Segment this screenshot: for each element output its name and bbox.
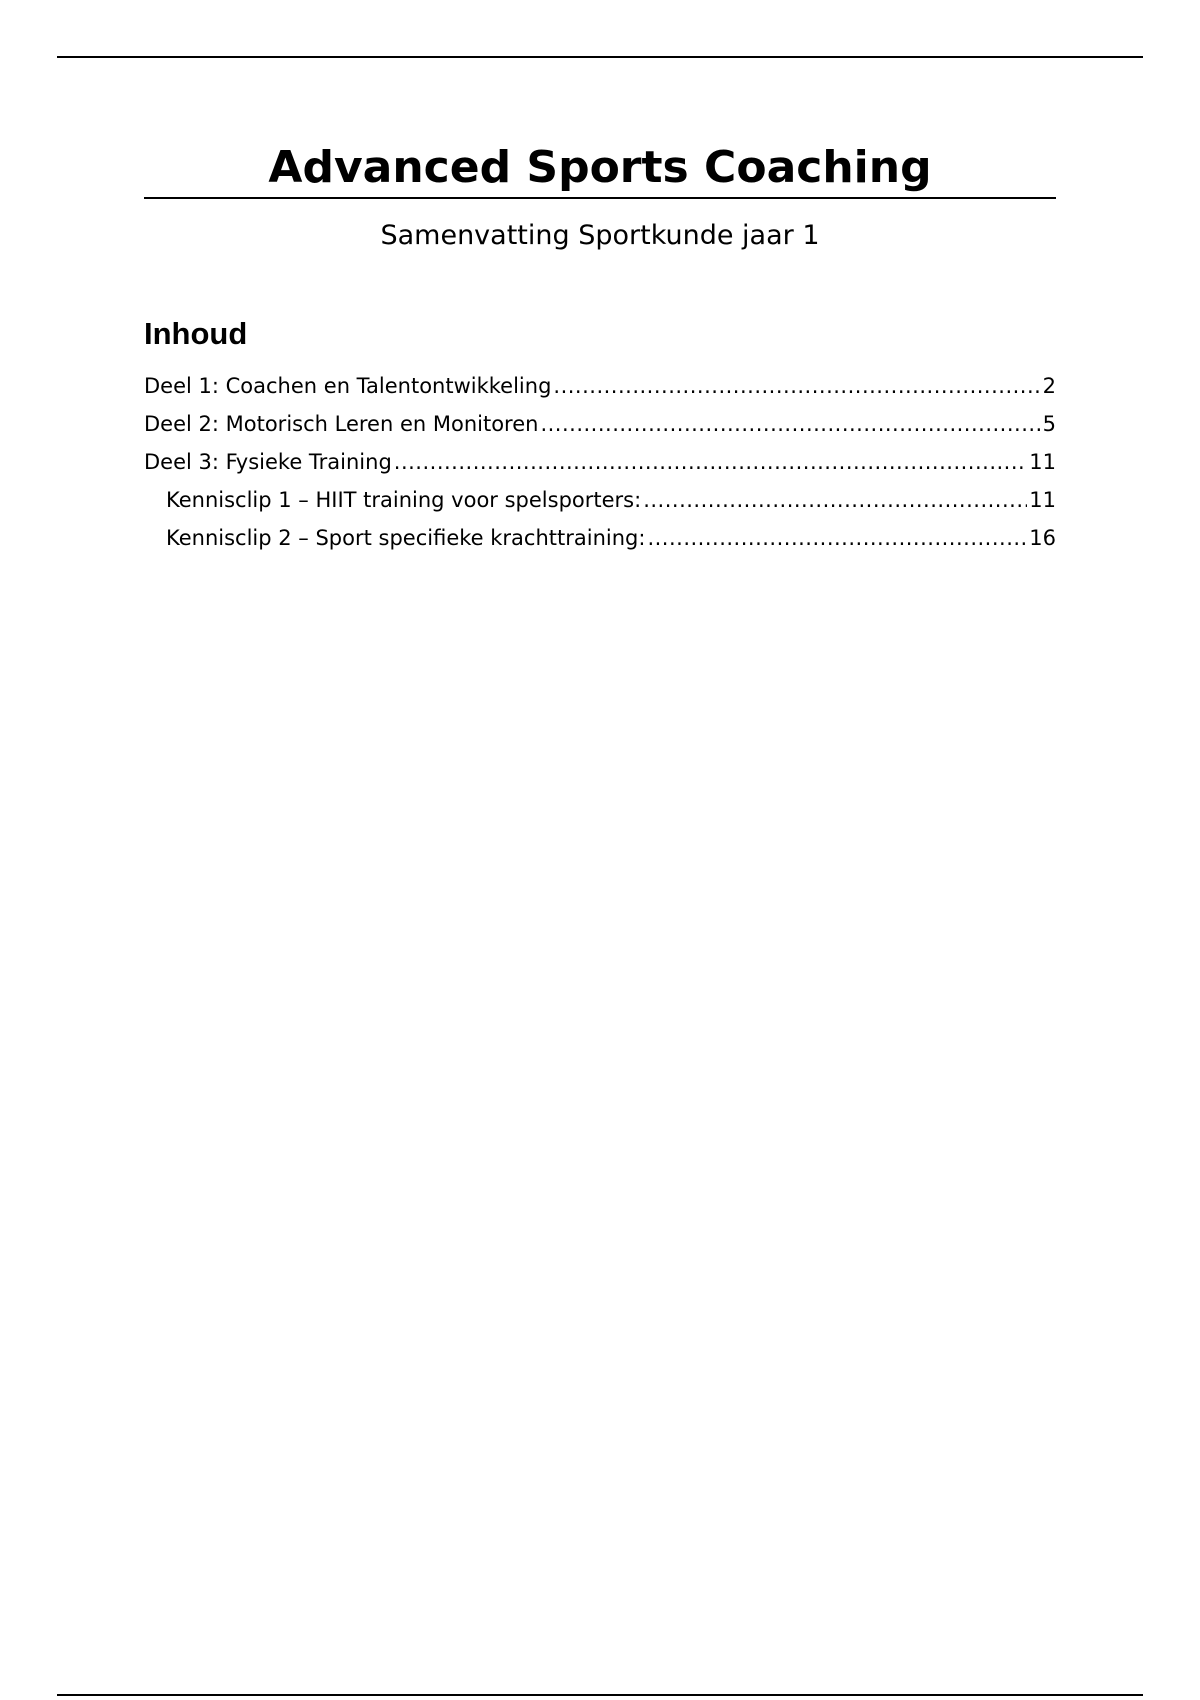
toc-entry-label: Deel 3: Fysieke Training <box>144 450 392 474</box>
toc-dot-leader <box>647 519 1027 557</box>
toc-entry-page: 5 <box>1042 412 1056 436</box>
footer-rule <box>57 1694 1143 1696</box>
document-subtitle: Samenvatting Sportkunde jaar 1 <box>380 220 820 251</box>
toc-entry-page: 11 <box>1029 450 1056 474</box>
document-title: Advanced Sports Coaching <box>144 140 1056 199</box>
toc-entry-page: 11 <box>1029 488 1056 512</box>
toc-dot-leader <box>540 405 1040 443</box>
toc-entry-page: 2 <box>1042 374 1056 398</box>
toc-heading: Inhoud <box>144 316 248 351</box>
toc-entry-deel-3[interactable] <box>144 443 1056 481</box>
toc-entry-label: Kennisclip 1 – HIIT training voor spelsporters: <box>166 488 642 512</box>
toc-entry-kennisclip-2[interactable] <box>144 519 1056 557</box>
page-content <box>144 140 1056 557</box>
table-of-contents <box>144 367 1056 557</box>
header-rule <box>57 56 1143 58</box>
toc-entry-deel-2[interactable] <box>144 405 1056 443</box>
toc-entry-page: 16 <box>1029 526 1056 550</box>
toc-dot-leader <box>394 443 1027 481</box>
toc-dot-leader <box>643 481 1027 519</box>
toc-entry-label: Deel 2: Motorisch Leren en Monitoren <box>144 412 539 436</box>
toc-entry-label: Deel 1: Coachen en Talentontwikkeling <box>144 374 552 398</box>
toc-entry-deel-1[interactable] <box>144 367 1056 405</box>
toc-entry-kennisclip-1[interactable] <box>144 481 1056 519</box>
toc-entry-label: Kennisclip 2 – Sport specifieke krachttraining: <box>166 526 646 550</box>
toc-dot-leader <box>553 367 1040 405</box>
